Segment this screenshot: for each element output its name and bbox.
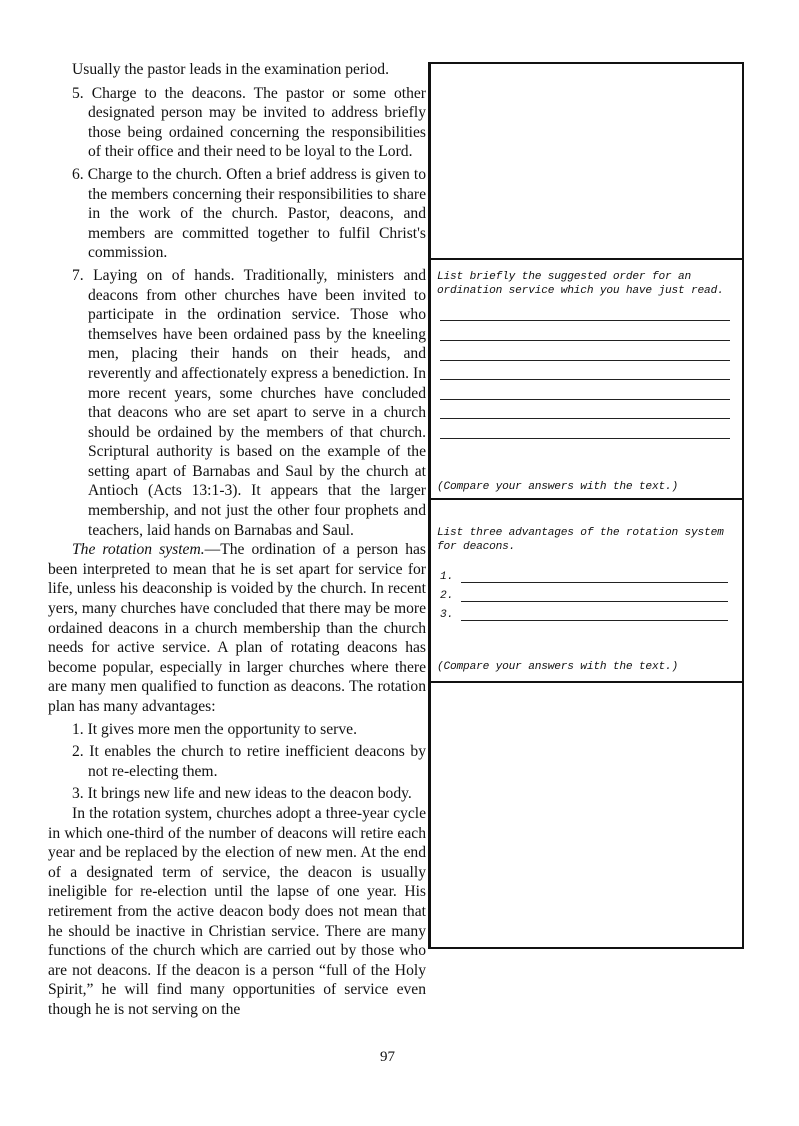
answer-line[interactable] [440,340,730,341]
question-1: List briefly the suggested order for an ordination service which you have just read. [437,271,724,297]
list-item: 7. Laying on of hands. Traditionally, ministers and deacons from other churches have been invited to participate in the ordination service. Those who themselves have been ordained pass by the kneeling men, placing their hands on their heads, and reverently and affectionately express a benediction. In more recent years, some churches have concluded that deacons who are set apart to serve in a church should be ordained by the members of that church. Scriptural authority is based on the example of the setting apart of Barnabas and Saul by the church at Antioch (Acts 13:1-3). It appears that the larger membership, and not just the other four prophets and teachers, laid hands on Barnabas and Saul. [72,266,427,539]
answer-line[interactable] [461,582,728,583]
answer-line[interactable] [440,379,730,380]
answer-line[interactable] [440,438,730,439]
answer-line[interactable] [440,418,730,419]
question-1-section [431,260,742,500]
answer-line[interactable] [440,360,730,361]
advantage-item: 2. It enables the church to retire inefficient deacons by not re-electing them. [72,743,426,780]
answer-line[interactable] [440,320,730,321]
advantage-item: 3. It brings new life and new ideas to the deacon body. [72,785,412,803]
section-heading: The rotation system. [72,541,205,559]
compare-note: (Compare your answers with the text.) [437,481,679,493]
list-item: 5. Charge to the deacons. The pastor or some other designated person may be invited to address briefly those being ordained concerning the responsibilities of their office and their need to be loyal to the Lord. [72,84,426,161]
answer-line[interactable] [461,620,728,621]
left-column [48,0,426,1020]
question-2-section [431,500,742,683]
answer-line[interactable] [440,399,730,400]
closing-paragraph: In the rotation system, churches adopt a three-year cycle in which one-third of the number of deacons will retire each year and be replaced by the election of new men. At the end of a designated term of service, the deacon is usually ineligible for re-election until the lapse of one year. His retirement from the active deacon body does not mean that he should be inactive in Christian service. There are many functions of the church which are carried out by those who are not deacons. If the deacon is a person “full of the Holy Spirit,” he will find many opportunities of service even though he is not serving on the [48,804,426,1018]
rotation-paragraph: The rotation system.—The ordination of a person has been interpreted to mean that he is set apart for service for life, unless his deaconship is voided by the church. In recent yers, many churches have concluded that there may be more ordained deacons in a church membership than the church needs for active service. A plan of rotating deacons has become popular, especially in larger churches where there are many men qualified to function as deacons. The rotation plan has many advantages: [48,541,426,715]
blank-section [431,64,742,260]
list-item: 6. Charge to the church. Often a brief address is given to the members concerning their responsibilities to share in the work of the church. Pastor, deacons, and members are committed together to fulfil Christ's commission. [72,165,426,262]
advantage-item: 1. It gives more men the opportunity to serve. [72,720,357,738]
answer-line[interactable] [461,601,728,602]
workbook-box [428,62,744,949]
number-label: 3. [440,609,454,621]
page-number: 97 [380,1048,395,1065]
compare-note: (Compare your answers with the text.) [437,661,679,673]
number-label: 1. [440,571,454,583]
intro-text: Usually the pastor leads in the examination period. [72,61,389,78]
question-2: List three advantages of the rotation system for deacons. [437,527,724,553]
number-label: 2. [440,590,454,602]
